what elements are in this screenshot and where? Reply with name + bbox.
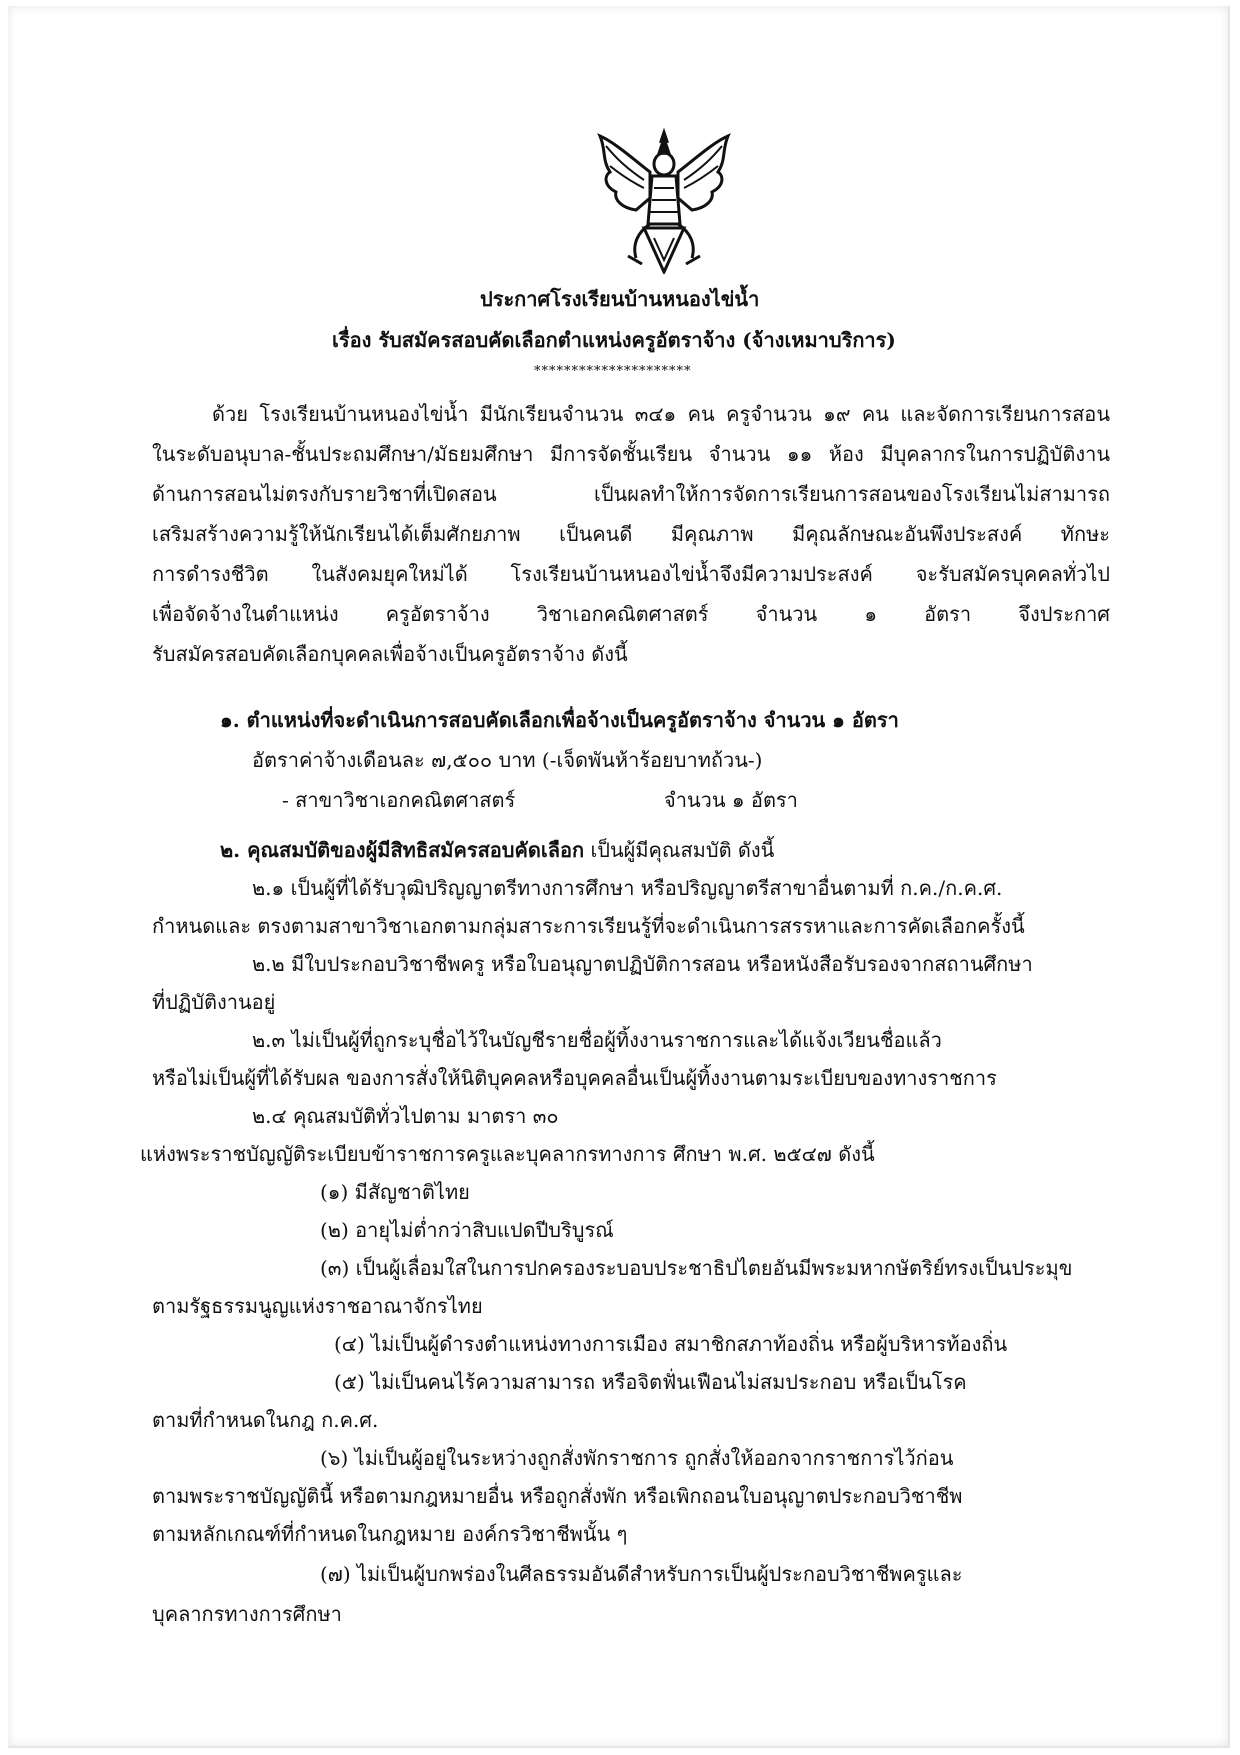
garuda-emblem-icon (592, 128, 736, 274)
qualification-item-7-line-2: บุคลากรทางการศึกษา (152, 1602, 342, 1626)
qualification-2-3-line-2: หรือไม่เป็นผู้ที่ได้รับผล ของการสั่งให้นิติบุคคลหรือบุคคลอื่นเป็นผู้ทิ้งงานตามระเบียบของทางราชการ (152, 1066, 997, 1090)
qualification-2-4-line-2: แห่งพระราชบัญญัติระเบียบข้าราชการครูและบุคลากรทางการ ศึกษา พ.ศ. ๒๕๔๗ ดังนี้ (140, 1142, 875, 1166)
qualification-item-6-line-1: (๖) ไม่เป็นผู้อยู่ในระหว่างถูกสั่งพักราชการ ถูกสั่งให้ออกจากราชการไว้ก่อน (320, 1446, 954, 1470)
qualification-item-2: (๒) อายุไม่ต่ำกว่าสิบแปดปีบริบูรณ์ (320, 1218, 614, 1242)
qualification-item-5-line-1: (๕) ไม่เป็นคนไร้ความสามารถ หรือจิตฟั่นเฟือนไม่สมประกอบ หรือเป็นโรค (334, 1370, 967, 1394)
section1-heading: ๑. ตำแหน่งที่จะดำเนินการสอบคัดเลือกเพื่อจ้างเป็นครูอัตราจ้าง จำนวน ๑ อัตรา (220, 708, 899, 732)
intro-line-2: ในระดับอนุบาล-ชั้นประถมศึกษา/มัธยมศึกษา มีการจัดชั้นเรียน จำนวน ๑๑ ห้อง มีบุคลากรในการปฏิบัติงาน (152, 442, 1110, 466)
qualification-item-6-line-3: ตามหลักเกณฑ์ที่กำหนดในกฎหมาย องค์กรวิชาชีพนั้น ๆ (152, 1522, 628, 1546)
announcement-subject: เรื่อง รับสมัครสอบคัดเลือกตำแหน่งครูอัตราจ้าง (จ้างเหมาบริการ) (332, 328, 896, 352)
intro-line-1: ด้วย โรงเรียนบ้านหนองไข่น้ำ มีนักเรียนจำนวน ๓๔๑ คน ครูจำนวน ๑๙ คน และจัดการเรียนการสอน (212, 402, 1110, 426)
section1-salary: อัตราค่าจ้างเดือนละ ๗,๕๐๐ บาท (-เจ็ดพันห้าร้อยบาทถ้วน-) (252, 748, 763, 772)
section1-subject-count: จำนวน ๑ อัตรา (664, 788, 798, 812)
section2-heading-suffix: เป็นผู้มีคุณสมบัติ ดังนี้ (590, 838, 775, 862)
qualification-2-2-line-1: ๒.๒ มีใบประกอบวิชาชีพครู หรือใบอนุญาตปฏิบัติการสอน หรือหนังสือรับรองจากสถานศึกษา (252, 952, 1033, 976)
qualification-item-7-line-1: (๗) ไม่เป็นผู้บกพร่องในศีลธรรมอันดีสำหรับการเป็นผู้ประกอบวิชาชีพครูและ (320, 1562, 963, 1586)
qualification-2-2-line-2: ที่ปฏิบัติงานอยู่ (152, 990, 276, 1014)
qualification-2-4-line-1: ๒.๔ คุณสมบัติทั่วไปตาม มาตรา ๓๐ (252, 1104, 559, 1128)
qualification-2-1-line-1: ๒.๑ เป็นผู้ที่ได้รับวุฒิปริญญาตรีทางการศึกษา หรือปริญญาตรีสาขาอื่นตามที่ ก.ค./ก.ค.ศ. (252, 876, 1003, 900)
intro-line-5: การดำรงชีวิต ในสังคมยุคใหม่ได้ โรงเรียนบ้านหนองไข่น้ำจึงมีความประสงค์ จะรับสมัครบุคคลทั่วไป (152, 562, 1110, 586)
qualification-2-3-line-1: ๒.๓ ไม่เป็นผู้ที่ถูกระบุชื่อไว้ในบัญชีรายชื่อผู้ทิ้งงานราชการและได้แจ้งเวียนชื่อแล้ว (252, 1028, 942, 1052)
intro-line-4: เสริมสร้างความรู้ให้นักเรียนได้เต็มศักยภาพ เป็นคนดี มีคุณภาพ มีคุณลักษณะอันพึงประสงค์ ทักษะ (152, 522, 1110, 546)
qualification-item-1: (๑) มีสัญชาติไทย (320, 1180, 470, 1204)
title-separator: ********************* (534, 364, 692, 379)
section2-heading: ๒. คุณสมบัติของผู้มีสิทธิสมัครสอบคัดเลือก (220, 838, 585, 862)
section1-subject-label: - สาขาวิชาเอกคณิตศาสตร์ (282, 788, 516, 812)
qualification-item-4: (๔) ไม่เป็นผู้ดำรงตำแหน่งทางการเมือง สมาชิกสภาท้องถิ่น หรือผู้บริหารท้องถิ่น (334, 1332, 1008, 1356)
qualification-item-5-line-2: ตามที่กำหนดในกฎ ก.ค.ศ. (152, 1408, 379, 1432)
qualification-item-3-line-2: ตามรัฐธรรมนูญแห่งราชอาณาจักรไทย (152, 1294, 483, 1318)
qualification-item-3-line-1: (๓) เป็นผู้เลื่อมใสในการปกครองระบอบประชาธิปไตยอันมีพระมหากษัตริย์ทรงเป็นประมุข (320, 1256, 1073, 1280)
announcement-title: ประกาศโรงเรียนบ้านหนองไข่น้ำ (480, 287, 760, 311)
section2-heading-row (220, 836, 774, 864)
qualification-item-6-line-2: ตามพระราชบัญญัตินี้ หรือตามกฎหมายอื่น หรือถูกสั่งพัก หรือเพิกถอนใบอนุญาตประกอบวิชาชีพ (152, 1484, 963, 1508)
intro-line-7: รับสมัครสอบคัดเลือกบุคคลเพื่อจ้างเป็นครูอัตราจ้าง ดังนี้ (152, 642, 628, 666)
intro-line-6: เพื่อจัดจ้างในตำแหน่ง ครูอัตราจ้าง วิชาเอกคณิตศาสตร์ จำนวน ๑ อัตรา จึงประกาศ (152, 602, 1110, 626)
intro-line-3: ด้านการสอนไม่ตรงกับรายวิชาที่เปิดสอน เป็นผลทำให้การจัดการเรียนการสอนของโรงเรียนไม่สามารถ (152, 482, 1110, 506)
qualification-2-1-line-2: กำหนดและ ตรงตามสาขาวิชาเอกตามกลุ่มสาระการเรียนรู้ที่จะดำเนินการสรรหาและการคัดเลือกครั้งนี้ (152, 914, 1025, 938)
